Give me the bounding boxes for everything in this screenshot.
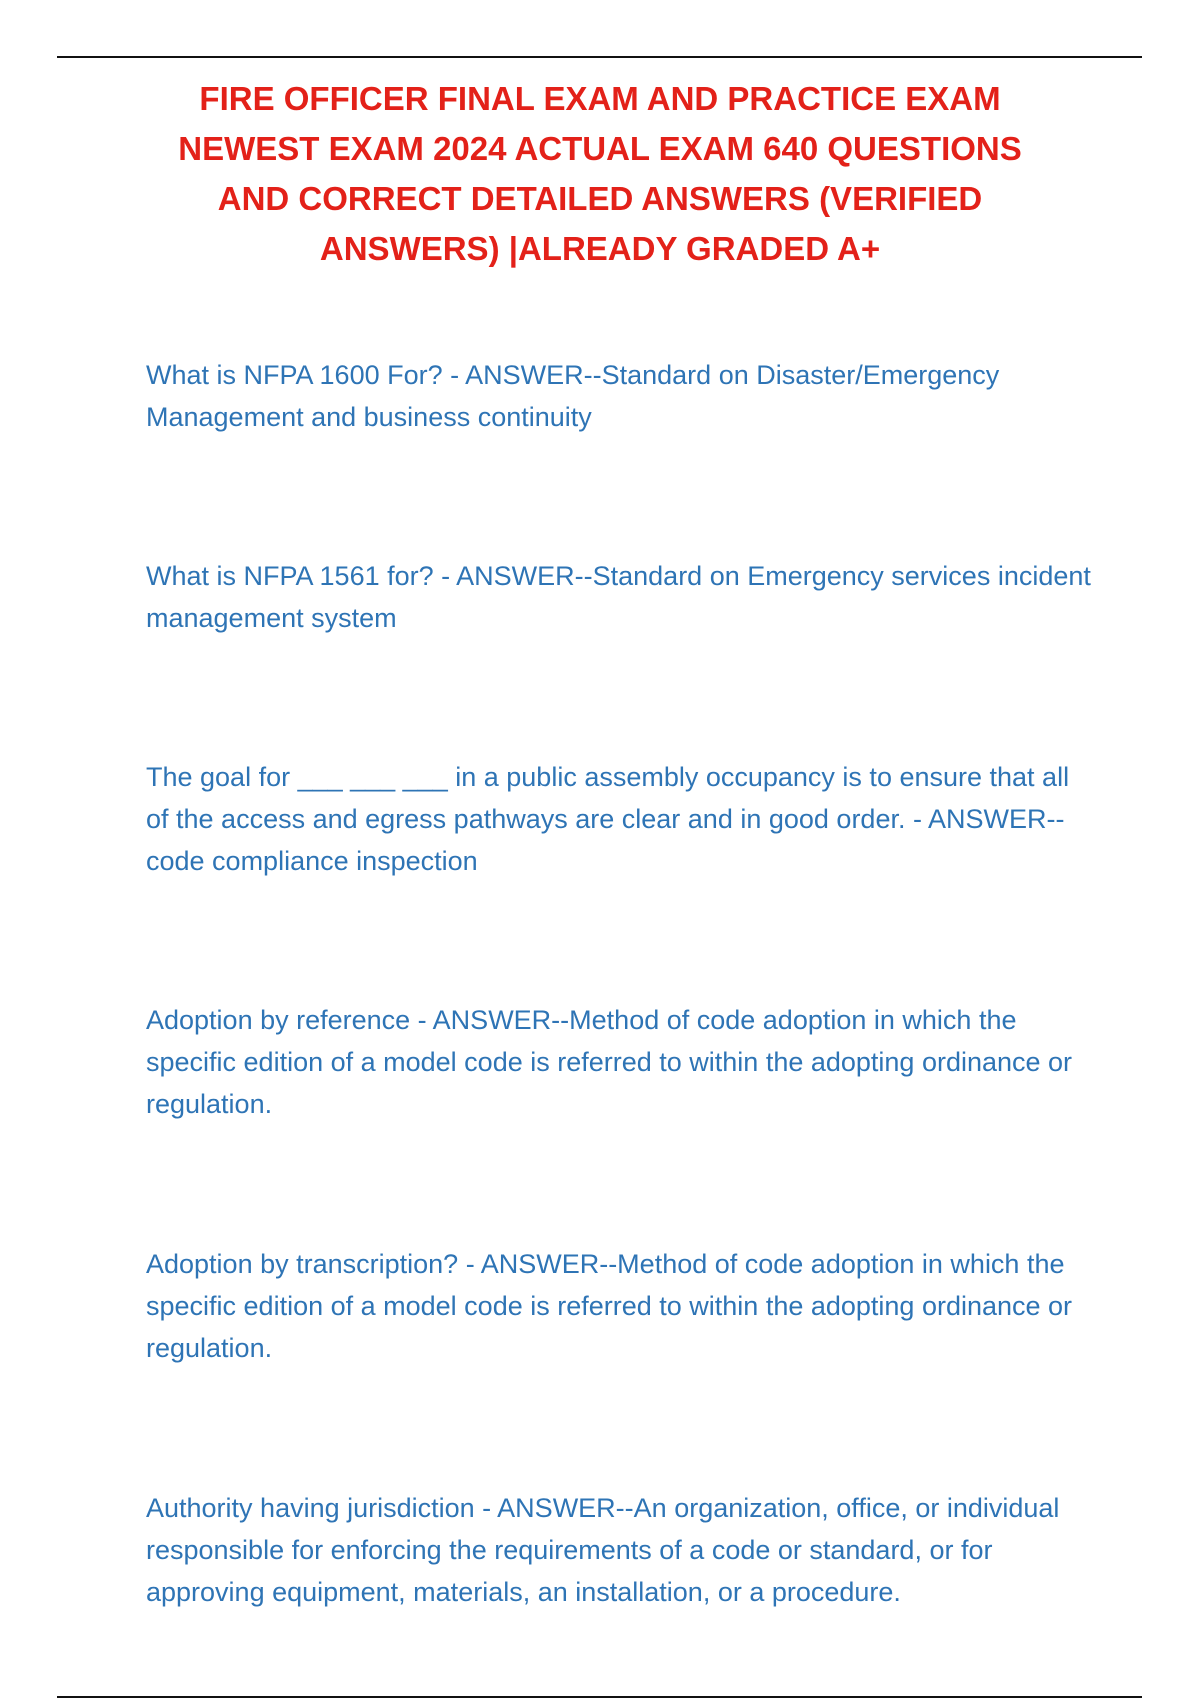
- qa-item: Adoption by transcription? - ANSWER--Method of code adoption in which the specific edition of a model code is referred to within the adopting ordinance or regulation.: [146, 1249, 1073, 1363]
- qa-item: Authority having jurisdiction - ANSWER--An organization, office, or individual responsible for enforcing the requirements of a code or standard, or for approving equipment, materials, an installation, or a procedure.: [146, 1493, 1060, 1607]
- bottom-rule: [57, 1696, 1142, 1698]
- qa-item: Adoption by reference - ANSWER--Method of code adoption in which the specific edition of a model code is referred to within the adopting ordinance or regulation.: [146, 1005, 1073, 1119]
- qa-item: What is NFPA 1600 For? - ANSWER--Standard on Disaster/Emergency Management and business continuity: [146, 360, 1000, 432]
- document-title: FIRE OFFICER FINAL EXAM AND PRACTICE EXAM NEWEST EXAM 2024 ACTUAL EXAM 640 QUESTIONS AND CORRECT DETAILED ANSWERS (VERIFIED ANSWERS) |ALREADY GRADED A+: [178, 80, 1022, 267]
- top-rule: [57, 56, 1142, 58]
- qa-list: [146, 354, 1096, 1613]
- qa-item: The goal for ___ ___ ___ in a public assembly occupancy is to ensure that all of the access and egress pathways are clear and in good order. - ANSWER--code compliance inspection: [146, 762, 1070, 876]
- qa-item: What is NFPA 1561 for? - ANSWER--Standard on Emergency services incident management system: [146, 561, 1091, 633]
